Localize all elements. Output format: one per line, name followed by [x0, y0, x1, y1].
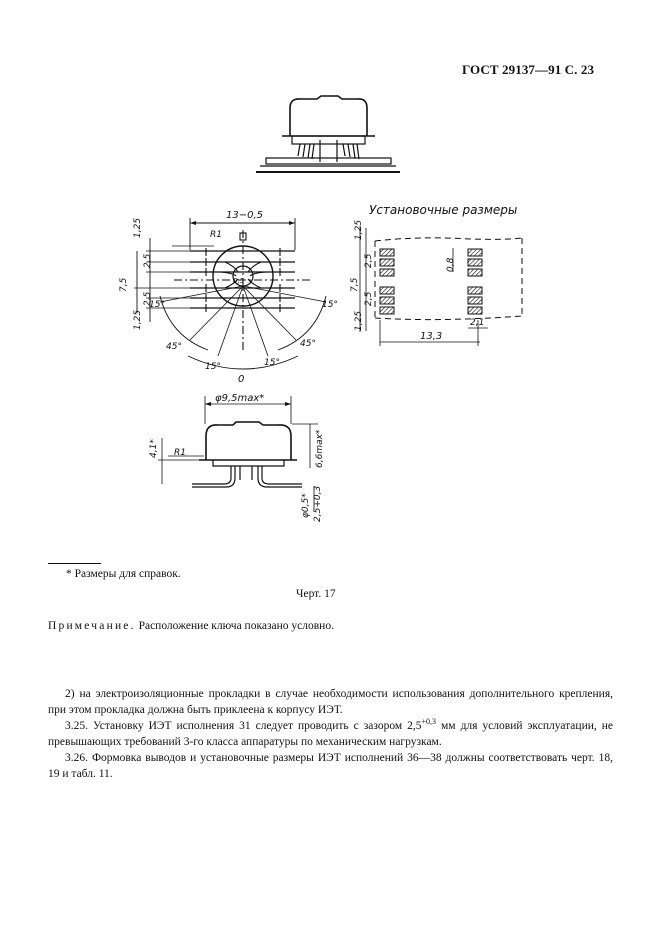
- dim-key: 0,5: [233, 277, 245, 285]
- angle-15-bottom-right: 15°: [264, 358, 280, 368]
- note-label: Примечание.: [48, 620, 136, 632]
- angle-15-bottom-left: 15°: [205, 362, 221, 372]
- figure-caption: Черт. 17: [296, 588, 336, 600]
- dim-r1-bottom: R1: [174, 448, 186, 458]
- inst-2-1: 2,1: [470, 318, 485, 328]
- dim-phi-0-5: φ0,5*: [301, 493, 311, 518]
- installation-title: Установочные размеры: [369, 203, 518, 217]
- inst-13-3: 13,3: [420, 331, 443, 342]
- dim-2-5-gap: 2,5+0,3: [313, 485, 323, 522]
- paragraph-3-25: [48, 718, 613, 750]
- installation-layout: [360, 226, 522, 346]
- dim-phi-9-5: φ9,5max*: [215, 393, 265, 404]
- angle-45-left: 45°: [166, 342, 182, 352]
- dim-7-5-left: 7,5: [119, 277, 129, 292]
- paragraph-3-26: 3.26. Формовка выводов и установочные размеры ИЭТ исполнений 36—38 должны соответствовать черт. 18, 19 и табл. 11.: [48, 752, 613, 780]
- inst-0-8: 0,8: [446, 257, 456, 272]
- angle-zero: 0: [238, 374, 245, 385]
- footnote: * Размеры для справок.: [66, 568, 181, 580]
- dim-1-25-top: 1,25: [133, 217, 143, 238]
- paragraph-3-25-end: мм для условий эксплуатации, не превышающих требований 3-го класса аппаратуры по механическим нагрузкам.: [48, 720, 613, 748]
- angle-45-right: 45°: [300, 339, 316, 349]
- dim-2-5-bottom: 2,5: [143, 291, 153, 306]
- dim-2-5-top: 2,5: [143, 253, 153, 268]
- inst-7-5: 7,5: [350, 277, 360, 292]
- angle-15-left: 15°: [149, 300, 165, 310]
- page-header: ГОСТ 29137—91 С. 23: [462, 62, 595, 77]
- top-side-view: [256, 96, 400, 172]
- dim-6-6: 6,6max*: [315, 429, 325, 468]
- paragraph-3-25-start: 3.25. Установку ИЭТ исполнения 31 следует проводить с зазором 2,5: [65, 720, 422, 732]
- note: [48, 620, 334, 632]
- tolerance-superscript: +0,3: [421, 717, 437, 726]
- pin-top-view: [134, 218, 326, 369]
- dim-4-1: 4,1*: [149, 439, 159, 458]
- dim-1-25-bottom: 1,25: [133, 309, 143, 330]
- note-text: Расположение ключа показано условно.: [135, 620, 334, 632]
- inst-2-5-bottom: 2,5: [364, 291, 374, 306]
- angle-15-right: 15°: [322, 300, 338, 310]
- paragraph-2: 2) на электроизоляционные прокладки в случае необходимости использования дополнительного крепления, при этом прокладка должна быть приклеена к корпусу ИЭТ.: [48, 688, 613, 716]
- installation-pads: [380, 249, 482, 314]
- dim-13: 13−0,5: [226, 210, 264, 221]
- inst-1-25-bottom: 1,25: [354, 310, 364, 331]
- dim-r1: R1: [210, 230, 222, 240]
- inst-2-5-top: 2,5: [364, 253, 374, 268]
- footnote-rule: [48, 563, 101, 564]
- inst-1-25-top: 1,25: [354, 219, 364, 240]
